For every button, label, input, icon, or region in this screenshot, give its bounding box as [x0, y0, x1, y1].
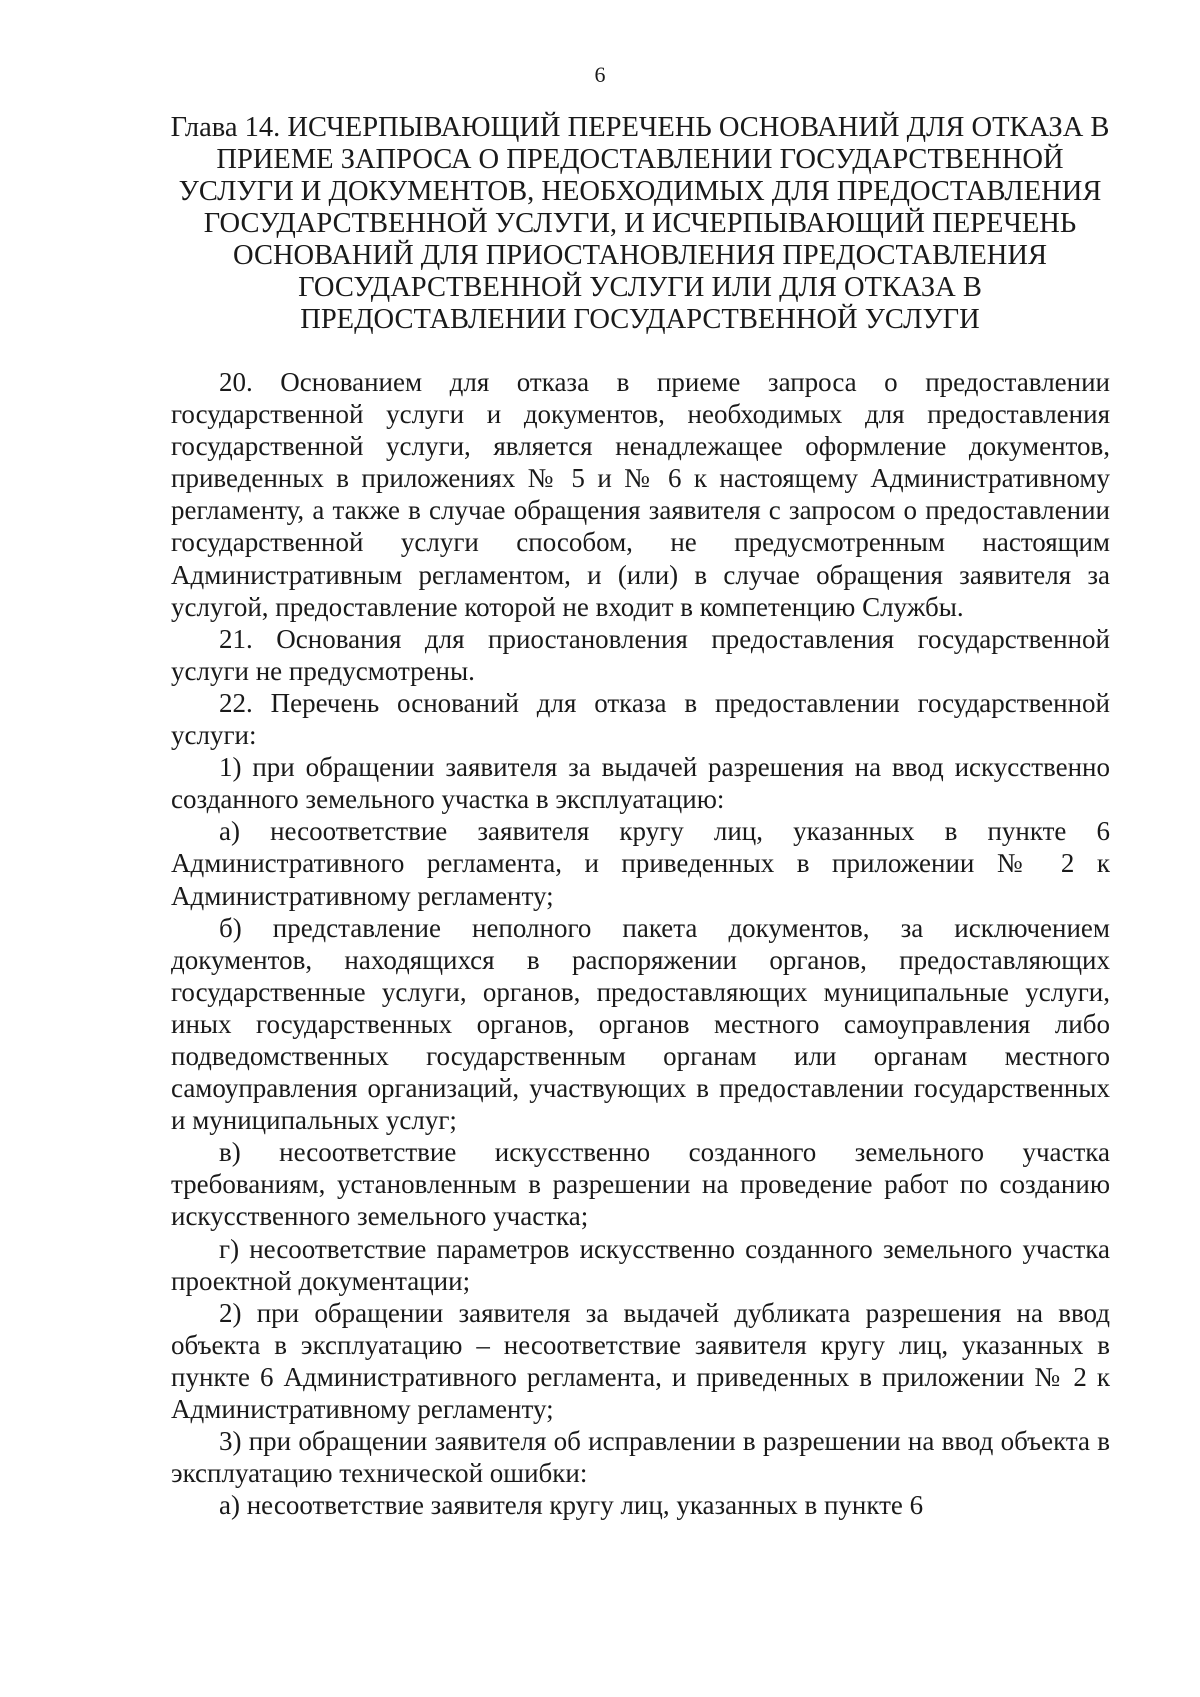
- list-item-1: 1) при обращении заявителя за выдачей разрешения на ввод искусственно созданного земельного участка в эксплуатацию:: [171, 752, 1110, 815]
- chapter-title-line: ГОСУДАРСТВЕННОЙ УСЛУГИ, И ИСЧЕРПЫВАЮЩИЙ ПЕРЕЧЕНЬ: [203, 208, 1077, 239]
- chapter-title: [170, 112, 1110, 336]
- list-item-2: 2) при обращении заявителя за выдачей дубликата разрешения на ввод объекта в эксплуатацию – несоответствие заявителя кругу лиц, указанных в пункте 6 Административного регламента, и приведенных в приложении № 2 к Административному регламенту;: [171, 1297, 1110, 1424]
- body-text: [171, 366, 1110, 1521]
- chapter-title-line: Глава 14. ИСЧЕРПЫВАЮЩИЙ ПЕРЕЧЕНЬ ОСНОВАНИЙ ДЛЯ ОТКАЗА В: [170, 112, 1110, 143]
- chapter-title-line: ОСНОВАНИЙ ДЛЯ ПРИОСТАНОВЛЕНИЯ ПРЕДОСТАВЛЕНИЯ: [233, 240, 1047, 271]
- list-item-1a: а) несоответствие заявителя кругу лиц, указанных в пункте 6 Административного регламента, и приведенных в приложении № 2 к Административному регламенту;: [171, 816, 1110, 911]
- list-item-1v: в) несоответствие искусственно созданного земельного участка требованиям, установленным в разрешении на проведение работ по созданию искусственного земельного участка;: [171, 1137, 1110, 1232]
- chapter-title-line: УСЛУГИ И ДОКУМЕНТОВ, НЕОБХОДИМЫХ ДЛЯ ПРЕДОСТАВЛЕНИЯ: [178, 176, 1102, 207]
- chapter-title-line: ПРИЕМЕ ЗАПРОСА О ПРЕДОСТАВЛЕНИИ ГОСУДАРСТВЕННОЙ: [216, 144, 1064, 175]
- chapter-title-line: ГОСУДАРСТВЕННОЙ УСЛУГИ ИЛИ ДЛЯ ОТКАЗА В: [298, 272, 982, 303]
- list-item-3: 3) при обращении заявителя об исправлении в разрешении на ввод объекта в эксплуатацию технической ошибки:: [171, 1426, 1110, 1489]
- chapter-title-line: ПРЕДОСТАВЛЕНИИ ГОСУДАРСТВЕННОЙ УСЛУГИ: [300, 304, 980, 335]
- paragraph-21: 21. Основания для приостановления предоставления государственной услуги не предусмотрены.: [171, 623, 1110, 686]
- paragraph-20: 20. Основанием для отказа в приеме запроса о предоставлении государственной услуги и документов, необходимых для предоставления государственной услуги, является ненадлежащее оформление документов, приведенных в приложениях № 5 и № 6 к настоящему Административному регламенту, а также в случае обращения заявителя с запросом о предоставлении государственной услуги способом, не предусмотренным настоящим Административным регламентом, и (или) в случае обращения заявителя за услугой, предоставление которой не входит в компетенцию Службы.: [171, 367, 1110, 622]
- list-item-1g: г) несоответствие параметров искусственно созданного земельного участка проектной документации;: [171, 1233, 1110, 1296]
- list-item-1b: б) представление неполного пакета документов, за исключением документов, находящихся в распоряжении органов, предоставляющих государственные услуги, органов, предоставляющих муниципальные услуги, иных государственных органов, органов местного самоуправления либо подведомственных государственным органам или органам местного самоуправления организаций, участвующих в предоставлении государственных и муниципальных услуг;: [171, 912, 1110, 1136]
- page-number: 6: [594, 62, 606, 87]
- paragraph-22: 22. Перечень оснований для отказа в предоставлении государственной услуги:: [171, 687, 1110, 751]
- list-item-3a: а) несоответствие заявителя кругу лиц, указанных в пункте 6: [219, 1490, 924, 1521]
